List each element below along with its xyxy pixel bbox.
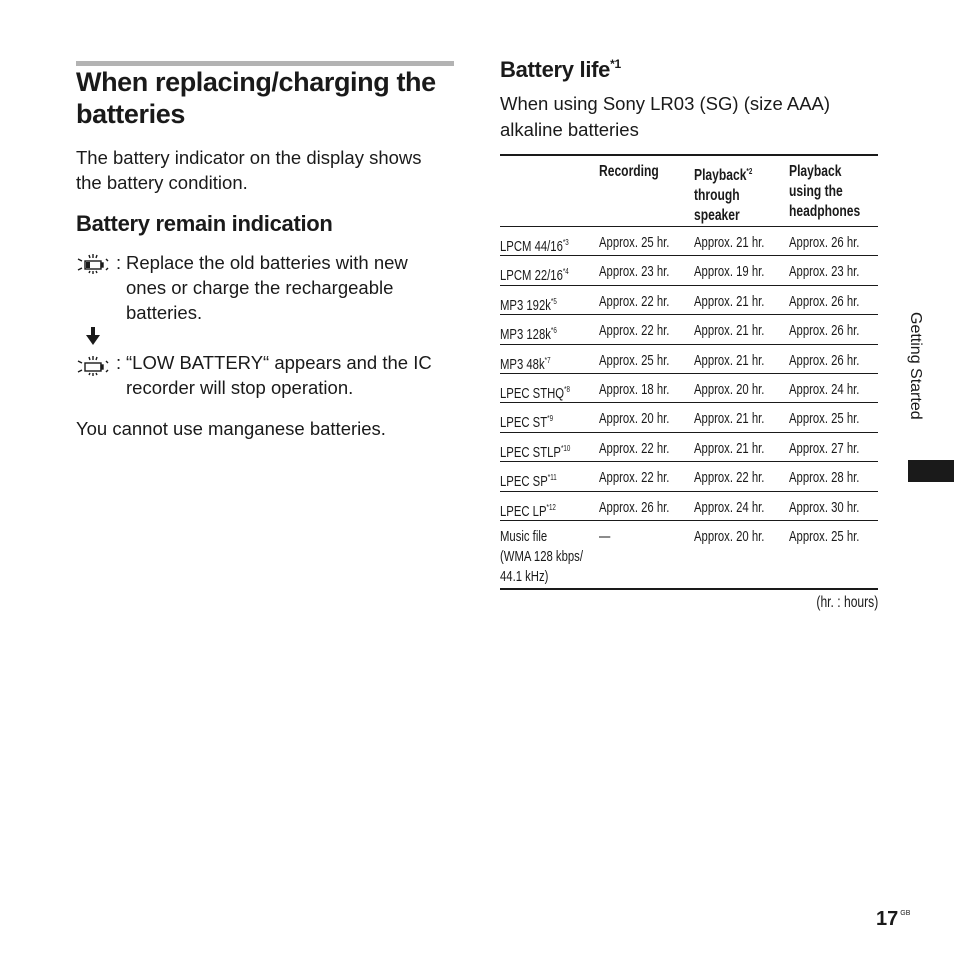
colon: : [116, 352, 122, 373]
table-row [500, 403, 878, 432]
table-row [500, 462, 878, 491]
speaker-cell: Approx. 21 hr. [694, 440, 765, 457]
mode-cell: MP3 $48k^{*7}$ [500, 355, 551, 373]
recording-cell: Approx. 18 hr. [599, 381, 670, 398]
speaker-cell: Approx. 21 hr. [694, 411, 765, 428]
headphones-cell: Approx. 25 hr. [789, 411, 860, 428]
recording-cell: Approx. 22 hr. [599, 323, 670, 340]
speaker-cell: Approx. 21 hr. [694, 235, 765, 251]
mode-cell: LPEC STLP$^{*10}$ [500, 443, 571, 461]
battery-empty-flashing-icon [76, 254, 110, 274]
headphones-cell: Approx. 26 hr. [789, 293, 860, 310]
low-battery-text [116, 350, 436, 400]
headphones-cell: Approx. 23 hr. [789, 264, 860, 281]
speaker-cell: Approx. 24 hr. [694, 499, 765, 516]
footnote-ref: *1 [610, 57, 621, 71]
battery-life-subheading: When using Sony LR03 (SG) (size AAA) alkaline batteries [500, 93, 831, 140]
table-row [500, 227, 878, 256]
header-playback-speaker: Playback$^{*2}$ through speaker [694, 167, 753, 224]
speaker-cell: Approx. 22 hr. [694, 470, 765, 487]
battery-none-flashing-icon [76, 356, 110, 376]
recording-cell: Approx. 22 hr. [599, 293, 670, 310]
speaker-cell: Approx. 21 hr. [694, 323, 765, 340]
headphones-cell: Approx. 28 hr. [789, 470, 860, 487]
table-row [500, 521, 878, 590]
table-row [500, 492, 878, 521]
intro-paragraph: The battery indicator on the display shows the battery condition. [76, 147, 422, 193]
page-number: 17 $^{GB}$ [876, 908, 911, 930]
speaker-cell: Approx. 20 hr. [694, 528, 765, 545]
headphones-cell: Approx. 30 hr. [789, 499, 860, 516]
arrow-down-icon [86, 327, 100, 345]
header-playback-headphones: Playback using the headphones [789, 163, 861, 220]
table-row [500, 315, 878, 344]
section-side-label: Getting Started [907, 312, 924, 420]
mode-cell: LPEC ST$^{*9}$ [500, 414, 554, 432]
mode-cell: LPEC STHQ$^{*8}$ [500, 384, 571, 402]
mode-cell: LPCM 44/16$^{*3}$ [500, 238, 569, 255]
table-row [500, 256, 878, 285]
mode-cell: LPEC LP$^{*12}$ [500, 502, 556, 520]
table-row [500, 286, 878, 315]
recording-cell: Approx. 22 hr. [599, 470, 670, 487]
speaker-cell: Approx. 21 hr. [694, 293, 765, 310]
replace-batteries-text [116, 250, 436, 325]
section-tab-marker [908, 460, 954, 482]
recording-cell: Approx. 25 hr. [599, 352, 670, 369]
table-header [500, 154, 878, 227]
recording-cell: Approx. 23 hr. [599, 264, 670, 281]
battery-remain-heading: Battery remain indication [76, 211, 333, 236]
headphones-cell: Approx. 26 hr. [789, 352, 860, 369]
headphones-cell: Approx. 25 hr. [789, 528, 860, 545]
header-recording: Recording [599, 163, 659, 180]
replace-batteries-description: Replace the old batteries with new ones or charge the rechargeable batteries. [126, 252, 408, 323]
headphones-cell: Approx. 27 hr. [789, 440, 860, 457]
speaker-cell: Approx. 20 hr. [694, 381, 765, 398]
page-suffix: GB [900, 910, 911, 917]
manganese-note: You cannot use manganese batteries. [76, 418, 386, 439]
recording-cell: Approx. 26 hr. [599, 499, 670, 516]
battery-life-table [500, 154, 878, 590]
recording-cell: Approx. 22 hr. [599, 440, 670, 457]
recording-cell: Approx. 25 hr. [599, 235, 670, 251]
unit-note: (hr. : hours) [816, 594, 878, 611]
table-row [500, 433, 878, 462]
mode-cell: LPCM 22/16$^{*4}$ [500, 267, 569, 285]
recording-cell: Approx. 20 hr. [599, 411, 670, 428]
battery-life-heading [500, 57, 621, 83]
colon: : [116, 252, 122, 273]
mode-cell: Music file (WMA 128 kbps/ 44.1 kHz) [500, 528, 583, 585]
battery-life-title: Battery life [500, 57, 611, 82]
headphones-cell: Approx. 24 hr. [789, 381, 860, 398]
low-battery-description: “LOW BATTERY“ appears and the IC recorder will stop operation. [126, 352, 432, 398]
speaker-cell: Approx. 21 hr. [694, 352, 765, 369]
mode-cell: MP3 $192k^{*5}$ [500, 296, 557, 314]
table-row [500, 374, 878, 403]
mode-cell: MP3 $128k^{*6}$ [500, 326, 557, 344]
mode-cell: LPEC SP$^{*11}$ [500, 473, 557, 491]
headphones-cell: Approx. 26 hr. [789, 235, 860, 251]
page-title: When replacing/charging the batteries [76, 67, 436, 129]
recording-cell: — [599, 528, 611, 545]
speaker-cell: Approx. 19 hr. [694, 264, 765, 281]
table-row [500, 345, 878, 374]
headphones-cell: Approx. 26 hr. [789, 323, 860, 340]
